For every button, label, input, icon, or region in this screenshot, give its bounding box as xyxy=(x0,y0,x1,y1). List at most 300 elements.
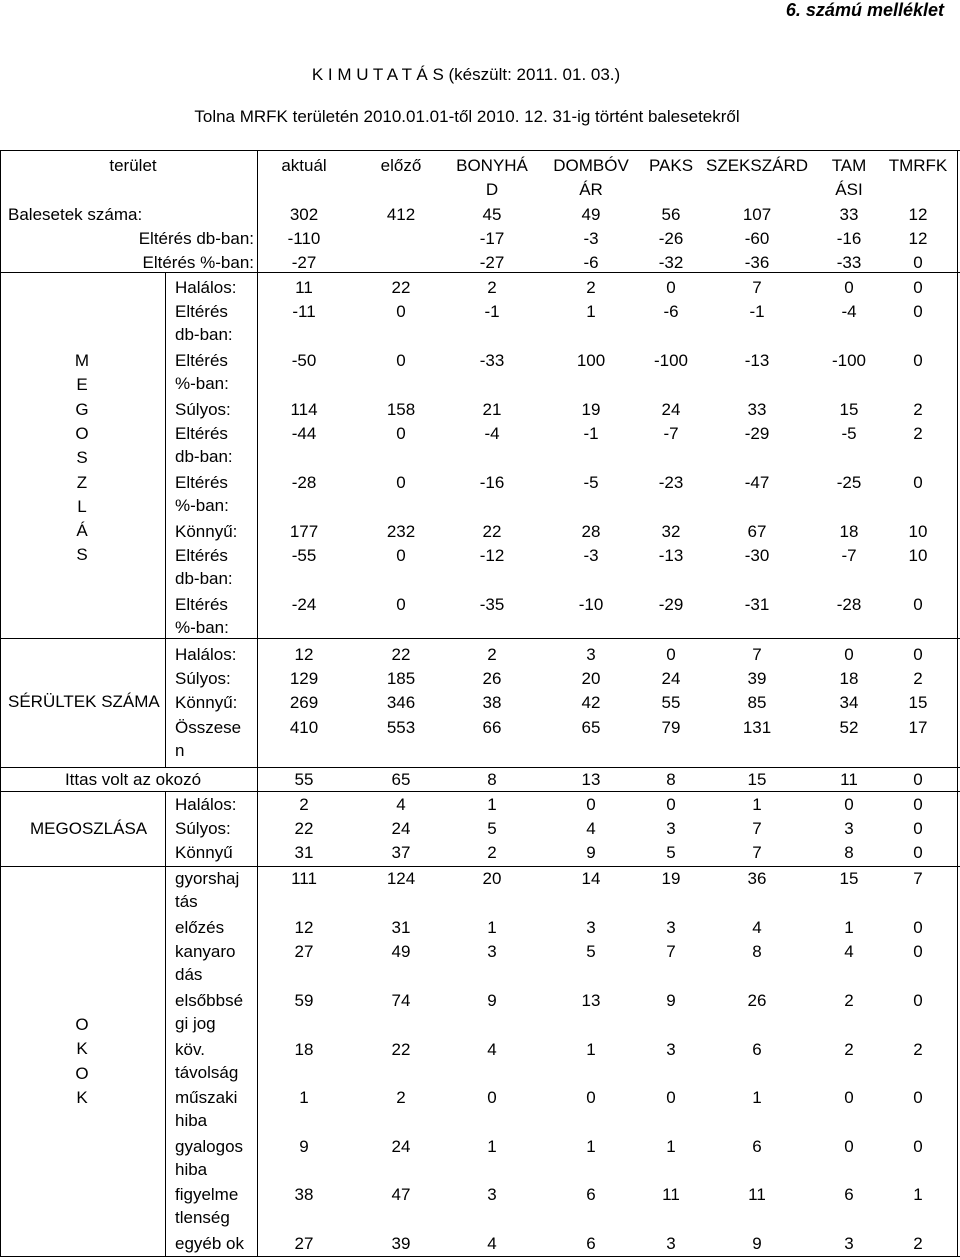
table-cell: 6 xyxy=(752,1040,762,1059)
table-cell: 0 xyxy=(396,424,406,443)
table-cell: 28 xyxy=(581,522,601,541)
table-cell: 158 xyxy=(386,400,416,419)
row-label: gi jog xyxy=(175,1014,216,1033)
table-cell: 49 xyxy=(581,205,601,224)
table-cell: -12 xyxy=(479,546,505,565)
table-cell: 0 xyxy=(913,770,923,789)
table-cell: 33 xyxy=(839,205,859,224)
table-cell: 45 xyxy=(482,205,502,224)
table-cell: 1 xyxy=(913,1185,923,1204)
table-cell: 410 xyxy=(289,718,319,737)
header-terulet: terület xyxy=(109,156,157,175)
table-cell: 2 xyxy=(487,278,497,297)
table-cell: 9 xyxy=(586,843,596,862)
table-cell: 14 xyxy=(581,869,601,888)
table-cell: 2 xyxy=(844,991,854,1010)
table-cell: 8 xyxy=(752,942,762,961)
table-cell: 8 xyxy=(844,843,854,862)
table-cell: 0 xyxy=(913,991,923,1010)
table-cell: -4 xyxy=(484,424,500,443)
table-cell: 31 xyxy=(294,843,314,862)
row-label: Könnyű: xyxy=(175,693,238,712)
table-cell: 59 xyxy=(294,991,314,1010)
row-label: Eltérés xyxy=(175,424,228,443)
table-cell: -28 xyxy=(291,473,317,492)
table-cell: 39 xyxy=(391,1234,411,1253)
table-cell: 39 xyxy=(747,669,767,688)
table-cell: 5 xyxy=(666,843,676,862)
table-cell: 9 xyxy=(666,991,676,1010)
table-cell: -36 xyxy=(744,253,770,272)
table-rule xyxy=(0,1256,960,1257)
table-cell: 2 xyxy=(586,278,596,297)
table-cell: 79 xyxy=(661,718,681,737)
table-cell: 21 xyxy=(482,400,502,419)
table-cell: 0 xyxy=(396,302,406,321)
document-title: K I M U T A T Á S (készült: 2011. 01. 03.) xyxy=(311,65,621,84)
header-bonyhad-2: D xyxy=(485,180,499,199)
table-cell: 0 xyxy=(913,473,923,492)
row-label: köv. xyxy=(175,1040,205,1059)
table-rule xyxy=(165,791,166,866)
row-label: Balesetek száma: xyxy=(8,205,143,224)
table-cell: 47 xyxy=(391,1185,411,1204)
row-label: hiba xyxy=(175,1160,208,1179)
row-label: távolság xyxy=(175,1063,239,1082)
row-label: Könnyű: xyxy=(175,522,238,541)
table-cell: 0 xyxy=(396,473,406,492)
vertical-letter: M xyxy=(74,351,90,370)
header-dombovar-2: ÁR xyxy=(579,180,603,199)
table-cell: 1 xyxy=(586,1137,596,1156)
header-elozo: előző xyxy=(380,156,422,175)
table-cell: 9 xyxy=(299,1137,309,1156)
table-cell: 85 xyxy=(747,693,767,712)
table-cell: 12 xyxy=(294,645,314,664)
table-cell: 11 xyxy=(748,1185,766,1204)
table-cell: 0 xyxy=(666,278,676,297)
table-cell: 6 xyxy=(586,1185,596,1204)
table-cell: -32 xyxy=(658,253,684,272)
header-bonyhad-1: BONYHÁ xyxy=(456,156,528,175)
table-cell: 3 xyxy=(666,1234,676,1253)
table-cell: 32 xyxy=(661,522,681,541)
table-cell: 3 xyxy=(844,1234,854,1253)
header-aktual: aktuál xyxy=(281,156,327,175)
table-cell: 12 xyxy=(294,918,314,937)
table-cell: -27 xyxy=(291,253,317,272)
table-cell: -35 xyxy=(479,595,505,614)
table-cell: 22 xyxy=(482,522,502,541)
row-label: elsőbbsé xyxy=(175,991,244,1010)
table-cell: 33 xyxy=(747,400,767,419)
table-cell: -5 xyxy=(841,424,857,443)
table-cell: 3 xyxy=(666,1040,676,1059)
row-label: Súlyos: xyxy=(175,819,231,838)
table-cell: 0 xyxy=(844,645,854,664)
row-label: Halálos: xyxy=(175,278,237,297)
table-cell: 55 xyxy=(294,770,314,789)
table-cell: 177 xyxy=(289,522,319,541)
table-cell: 65 xyxy=(581,718,601,737)
table-cell: 5 xyxy=(487,819,497,838)
appendix-label: 6. számú melléklet xyxy=(785,0,944,20)
row-label: Súlyos: xyxy=(175,400,231,419)
table-rule xyxy=(257,150,258,1257)
table-cell: 2 xyxy=(487,645,497,664)
table-cell: 15 xyxy=(839,869,859,888)
row-label: Eltérés %-ban: xyxy=(142,253,254,272)
table-rule xyxy=(0,866,960,867)
table-cell: -3 xyxy=(583,229,599,248)
table-cell: 7 xyxy=(752,843,762,862)
table-cell: 36 xyxy=(747,869,767,888)
table-cell: -55 xyxy=(291,546,317,565)
table-cell: -25 xyxy=(836,473,862,492)
row-label: db-ban: xyxy=(175,447,233,466)
table-cell: 0 xyxy=(913,645,923,664)
table-cell: 11 xyxy=(840,770,858,789)
row-label: Súlyos: xyxy=(175,669,231,688)
table-cell: 11 xyxy=(295,278,313,297)
table-cell: 42 xyxy=(581,693,601,712)
table-cell: 0 xyxy=(487,1088,497,1107)
table-cell: -33 xyxy=(479,351,505,370)
table-cell: 34 xyxy=(839,693,859,712)
row-label: dás xyxy=(175,965,203,984)
table-cell: 1 xyxy=(752,1088,762,1107)
header-tmrfk: TMRFK xyxy=(888,156,948,175)
table-cell: 2 xyxy=(396,1088,406,1107)
table-cell: -100 xyxy=(831,351,867,370)
row-label: egyéb ok xyxy=(175,1234,244,1253)
table-cell: -16 xyxy=(479,473,505,492)
table-cell: 302 xyxy=(289,205,319,224)
table-cell: 10 xyxy=(908,522,928,541)
table-cell: 7 xyxy=(752,278,762,297)
table-cell: -26 xyxy=(658,229,684,248)
row-label: gyorshaj xyxy=(175,869,240,888)
table-cell: 124 xyxy=(386,869,416,888)
table-cell: 22 xyxy=(391,1040,411,1059)
row-label: n xyxy=(175,741,185,760)
table-cell: 19 xyxy=(661,869,681,888)
vertical-letter: S xyxy=(76,545,88,565)
table-cell: 49 xyxy=(391,942,411,961)
table-cell: 15 xyxy=(747,770,767,789)
table-cell: 22 xyxy=(391,278,411,297)
table-rule xyxy=(0,767,960,768)
table-cell: 1 xyxy=(299,1088,309,1107)
section-megoszlasa: MEGOSZLÁSA xyxy=(30,819,148,838)
row-label: tás xyxy=(175,892,198,911)
table-cell: 0 xyxy=(913,351,923,370)
table-cell: 20 xyxy=(581,669,601,688)
table-cell: 412 xyxy=(386,205,416,224)
document-subtitle: Tolna MRFK területén 2010.01.01-től 2010. 12. 31-ig történt balesetekről xyxy=(194,107,740,126)
table-cell: -27 xyxy=(479,253,505,272)
table-cell: -5 xyxy=(583,473,599,492)
header-dombovar-1: DOMBÓV xyxy=(553,156,629,175)
table-cell: -28 xyxy=(836,595,862,614)
table-cell: 22 xyxy=(391,645,411,664)
table-cell: 74 xyxy=(391,991,411,1010)
table-cell: 9 xyxy=(487,991,497,1010)
table-cell: 66 xyxy=(482,718,502,737)
table-cell: 2 xyxy=(487,843,497,862)
row-label: Összese xyxy=(175,718,242,737)
row-label: tlenség xyxy=(175,1208,230,1227)
vertical-letter: S xyxy=(76,448,88,468)
table-cell: 0 xyxy=(913,278,923,297)
vertical-letter: O xyxy=(75,1063,89,1083)
table-cell: -17 xyxy=(479,229,505,248)
table-cell: -4 xyxy=(841,302,857,321)
table-cell: 1 xyxy=(487,795,497,814)
table-cell: 0 xyxy=(844,1088,854,1107)
table-cell: 56 xyxy=(661,205,681,224)
table-cell: 18 xyxy=(839,522,859,541)
table-cell: 114 xyxy=(290,400,318,419)
table-cell: 185 xyxy=(386,669,416,688)
row-label: előzés xyxy=(175,918,225,937)
vertical-letter: E xyxy=(76,375,88,395)
table-cell: -110 xyxy=(287,229,321,248)
table-cell: 27 xyxy=(294,1234,314,1253)
table-cell: -13 xyxy=(744,351,770,370)
vertical-letter: O xyxy=(75,423,89,443)
table-cell: 20 xyxy=(482,869,502,888)
table-rule xyxy=(0,150,1,1257)
table-rule xyxy=(165,272,166,767)
row-label: figyelme xyxy=(175,1185,239,1204)
table-cell: 0 xyxy=(913,918,923,937)
header-paks: PAKS xyxy=(648,156,694,175)
table-cell: 10 xyxy=(908,546,928,565)
table-cell: 3 xyxy=(586,918,596,937)
row-label: db-ban: xyxy=(175,325,233,344)
vertical-letter: O xyxy=(75,1015,89,1034)
table-cell: 131 xyxy=(742,718,772,737)
table-rule xyxy=(0,272,960,273)
vertical-letter: K xyxy=(76,1039,88,1059)
table-cell: 22 xyxy=(294,819,314,838)
table-cell: 0 xyxy=(913,1088,923,1107)
table-cell: 0 xyxy=(844,278,854,297)
table-cell: 0 xyxy=(666,795,676,814)
table-cell: -29 xyxy=(658,595,684,614)
table-rule xyxy=(165,866,166,1257)
table-cell: 0 xyxy=(913,819,923,838)
table-cell: 7 xyxy=(666,942,676,961)
table-cell: -1 xyxy=(583,424,599,443)
table-cell: 0 xyxy=(666,1088,676,1107)
table-cell: 8 xyxy=(666,770,676,789)
table-cell: 19 xyxy=(581,400,601,419)
table-cell: 24 xyxy=(661,400,681,419)
table-cell: 0 xyxy=(844,795,854,814)
table-cell: 3 xyxy=(487,1185,497,1204)
table-cell: 1 xyxy=(752,795,762,814)
table-cell: 0 xyxy=(913,1137,923,1156)
table-cell: 0 xyxy=(913,253,923,272)
table-cell: 7 xyxy=(752,645,762,664)
table-cell: 100 xyxy=(576,351,606,370)
table-rule xyxy=(0,791,960,792)
table-rule xyxy=(957,150,958,1257)
table-cell: 0 xyxy=(913,595,923,614)
table-cell: 0 xyxy=(913,843,923,862)
table-cell: -24 xyxy=(291,595,317,614)
vertical-letter: Z xyxy=(76,472,88,492)
table-cell: 0 xyxy=(913,302,923,321)
table-cell: 17 xyxy=(908,718,928,737)
table-cell: 67 xyxy=(747,522,767,541)
table-cell: 2 xyxy=(913,1234,923,1253)
table-cell: -33 xyxy=(836,253,862,272)
table-cell: 24 xyxy=(661,669,681,688)
table-cell: 13 xyxy=(581,770,601,789)
row-label: Halálos: xyxy=(175,795,237,814)
table-cell: -7 xyxy=(841,546,857,565)
table-cell: 24 xyxy=(391,819,411,838)
table-cell: -31 xyxy=(744,595,770,614)
table-cell: 0 xyxy=(396,351,406,370)
table-cell: 3 xyxy=(666,819,676,838)
row-label: Könnyű xyxy=(175,843,233,862)
table-cell: -6 xyxy=(663,302,679,321)
table-cell: 26 xyxy=(482,669,502,688)
table-cell: 1 xyxy=(586,1040,596,1059)
table-cell: 2 xyxy=(913,669,923,688)
table-rule xyxy=(0,150,960,151)
table-cell: 15 xyxy=(839,400,859,419)
table-cell: 4 xyxy=(752,918,762,937)
table-cell: 7 xyxy=(913,869,923,888)
header-tamasi-1: TAM xyxy=(831,156,867,175)
table-cell: 3 xyxy=(487,942,497,961)
table-cell: 18 xyxy=(839,669,859,688)
vertical-letter: Á xyxy=(76,521,88,541)
table-cell: 4 xyxy=(487,1040,497,1059)
table-cell: 269 xyxy=(289,693,319,712)
row-label: hiba xyxy=(175,1111,208,1130)
table-cell: -1 xyxy=(749,302,765,321)
table-cell: 4 xyxy=(844,942,854,961)
vertical-letter: G xyxy=(75,399,89,419)
row-label: Halálos: xyxy=(175,645,237,664)
table-cell: 52 xyxy=(839,718,859,737)
row-label: kanyaro xyxy=(175,942,236,961)
row-label: műszaki xyxy=(175,1088,238,1107)
table-cell: 3 xyxy=(844,819,854,838)
table-cell: 0 xyxy=(913,942,923,961)
table-cell: 0 xyxy=(844,1137,854,1156)
table-cell: 1 xyxy=(487,1137,497,1156)
row-label: Eltérés xyxy=(175,302,228,321)
table-cell: 38 xyxy=(294,1185,314,1204)
table-cell: 107 xyxy=(742,205,772,224)
table-cell: 5 xyxy=(586,942,596,961)
table-cell: 2 xyxy=(299,795,309,814)
row-label: Eltérés xyxy=(175,595,228,614)
table-cell: 13 xyxy=(581,991,601,1010)
section-serultek-szama: SÉRÜLTEK SZÁMA xyxy=(8,692,160,711)
table-cell: 129 xyxy=(289,669,319,688)
vertical-letter: K xyxy=(76,1087,88,1107)
table-cell: 1 xyxy=(844,918,854,937)
table-cell: 26 xyxy=(747,991,767,1010)
table-cell: 1 xyxy=(487,918,497,937)
table-cell: -29 xyxy=(744,424,770,443)
row-label: %-ban: xyxy=(175,618,229,637)
table-cell: 1 xyxy=(666,1137,676,1156)
table-cell: -23 xyxy=(658,473,684,492)
table-cell: -1 xyxy=(484,302,500,321)
table-cell: 232 xyxy=(386,522,416,541)
table-cell: -7 xyxy=(663,424,679,443)
table-cell: 9 xyxy=(752,1234,762,1253)
row-label: db-ban: xyxy=(175,569,233,588)
table-cell: 553 xyxy=(386,718,416,737)
table-cell: -6 xyxy=(583,253,599,272)
table-cell: 18 xyxy=(294,1040,314,1059)
table-cell: 4 xyxy=(396,795,406,814)
table-cell: -10 xyxy=(578,595,604,614)
table-cell: -11 xyxy=(292,302,316,321)
table-cell: 2 xyxy=(913,400,923,419)
table-cell: 27 xyxy=(294,942,314,961)
row-label: Eltérés db-ban: xyxy=(138,229,254,248)
row-label: gyalogos xyxy=(175,1137,244,1156)
table-cell: 1 xyxy=(586,302,596,321)
row-label: %-ban: xyxy=(175,374,229,393)
table-cell: -47 xyxy=(744,473,770,492)
table-cell: 4 xyxy=(487,1234,497,1253)
table-cell: -44 xyxy=(291,424,317,443)
table-rule xyxy=(165,272,257,273)
row-label: %-ban: xyxy=(175,496,229,515)
table-cell: 0 xyxy=(666,645,676,664)
table-cell: 31 xyxy=(391,918,411,937)
table-cell: 6 xyxy=(586,1234,596,1253)
table-cell: 24 xyxy=(391,1137,411,1156)
table-cell: 12 xyxy=(908,229,928,248)
table-cell: 7 xyxy=(752,819,762,838)
table-cell: 12 xyxy=(908,205,928,224)
table-cell: 15 xyxy=(908,693,928,712)
table-cell: 2 xyxy=(913,424,923,443)
table-cell: 346 xyxy=(386,693,416,712)
table-cell: 3 xyxy=(586,645,596,664)
table-cell: 55 xyxy=(661,693,681,712)
table-cell: -30 xyxy=(744,546,770,565)
table-cell: 37 xyxy=(391,843,411,862)
table-cell: 0 xyxy=(396,595,406,614)
vertical-letter: L xyxy=(77,496,87,516)
row-label: Eltérés xyxy=(175,473,228,492)
table-cell: 4 xyxy=(586,819,596,838)
table-cell: -16 xyxy=(836,229,862,248)
table-cell: 0 xyxy=(586,795,596,814)
row-label: Eltérés xyxy=(175,351,228,370)
table-cell: -13 xyxy=(658,546,684,565)
table-rule xyxy=(0,638,960,639)
table-cell: 0 xyxy=(396,546,406,565)
table-cell: 0 xyxy=(913,795,923,814)
table-cell: -60 xyxy=(744,229,770,248)
table-cell: 2 xyxy=(913,1040,923,1059)
